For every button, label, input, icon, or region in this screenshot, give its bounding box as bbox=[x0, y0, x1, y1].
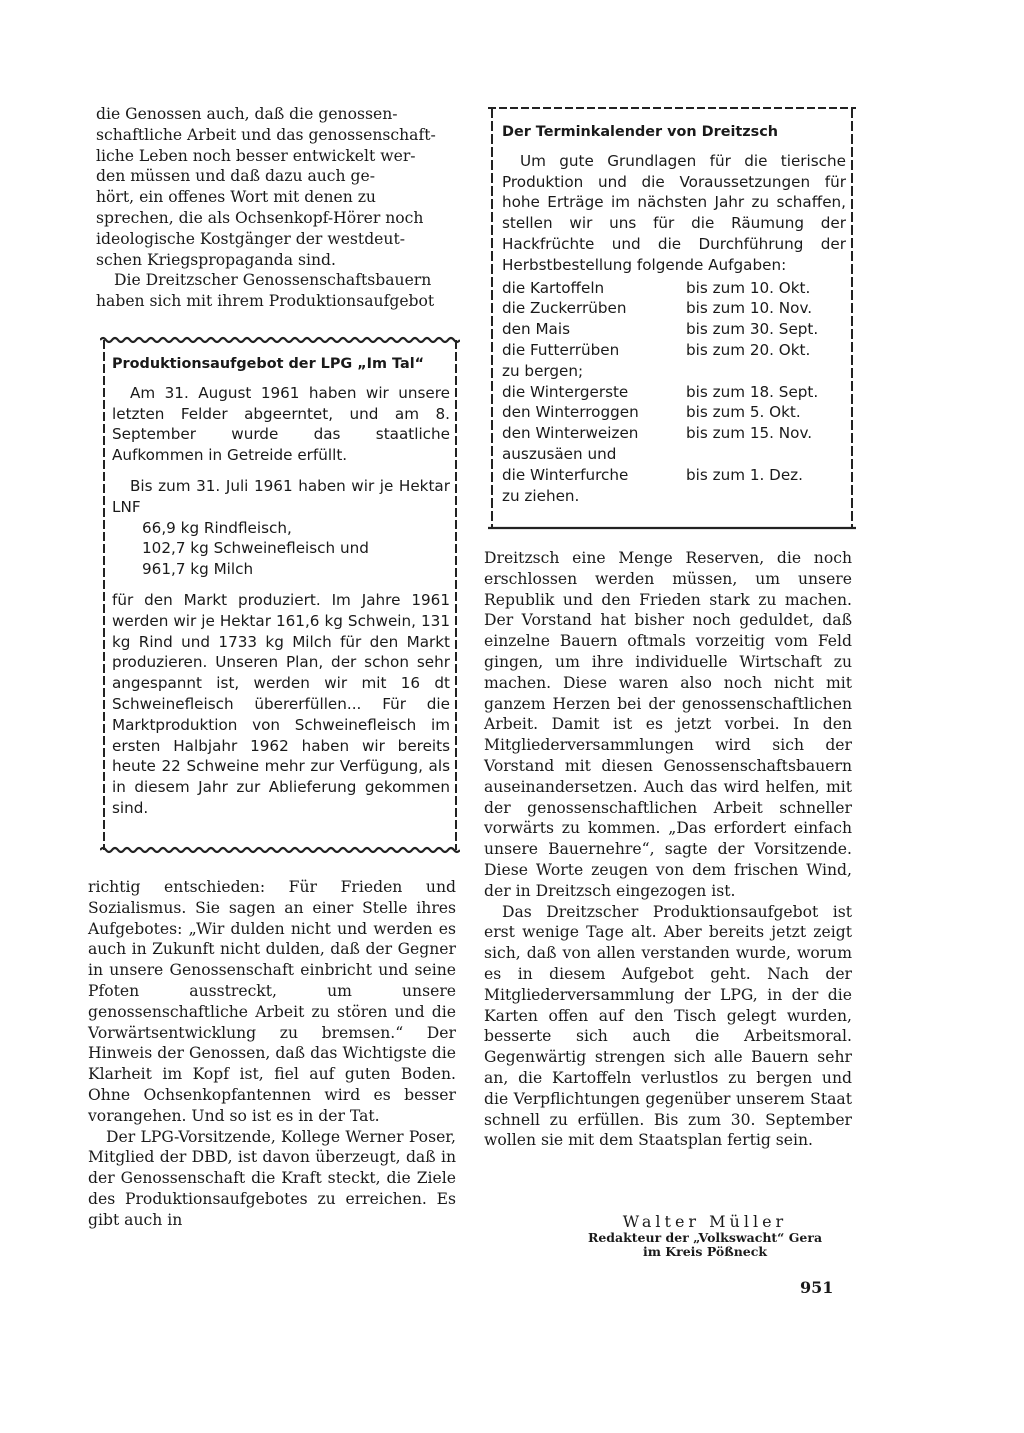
wavy-border-right bbox=[848, 108, 856, 528]
box-paragraph: Am 31. August 1961 haben wir unsere letzten Felder abgeerntet, und am 8. September wurde das staatliche Aufkommen in Getreide erfüllt. bbox=[112, 383, 450, 465]
paragraph: Dreitzsch eine Menge Reserven, die noch erschlossen werden müssen, um unsere Republik und den Frieden stark zu machen. Der Vorstand hat bisher noch geduldet, daß einzelne Bauern oftmals vorzeitig vom Feld gingen, um ihre individuelle Wirtschaft zu machen. Diese waren also noch nicht mit ganzem Herzen bei der genossenschaftlichen Arbeit. Damit ist es jetzt vorbei. In den Mitgliederversammlungen wird sich der Vorstand mit diesen Genossenschaftsbauern auseinandersetzen. Auch das wird helfen, mit der genossenschaftlichen Arbeit schneller vorwärts zu kommen. „Das erfordert einfach unsere Bauernehre“, sagte der Vorsitzende. Diese Worte zeugen von dem frischen Wind, der in Dreitzsch eingezogen ist. bbox=[484, 549, 852, 900]
production-figures-list bbox=[112, 518, 450, 580]
task-deadline bbox=[686, 486, 846, 507]
list-item: 102,7 kg Schweinefleisch und bbox=[142, 539, 369, 558]
wavy-border-left bbox=[488, 108, 496, 528]
task-row bbox=[502, 382, 846, 403]
task-deadline: bis zum 10. Okt. bbox=[686, 278, 811, 297]
text-line: schaftliche Arbeit und das genossenschaft- bbox=[96, 125, 436, 144]
text-line: liche Leben noch besser entwickelt wer- bbox=[96, 146, 416, 165]
task-deadline bbox=[686, 361, 846, 382]
box-title: Der Terminkalender von Dreitzsch bbox=[502, 124, 778, 140]
wavy-border-top bbox=[100, 336, 460, 344]
page-number: 951 bbox=[800, 1278, 834, 1297]
task-name: die Futterrüben bbox=[502, 340, 620, 359]
wavy-border-right bbox=[452, 340, 460, 850]
task-deadline: bis zum 1. Dez. bbox=[686, 465, 803, 484]
wavy-border-bottom bbox=[100, 846, 460, 854]
text-line: hört, ein offenes Wort mit denen zu bbox=[96, 188, 376, 207]
author-signature bbox=[560, 1212, 850, 1259]
task-row bbox=[502, 486, 846, 507]
box-title: Produktionsaufgebot der LPG „Im Tal“ bbox=[112, 356, 425, 372]
task-row bbox=[502, 423, 846, 444]
box-paragraph: Bis zum 31. Juli 1961 haben wir je Hektar LNF bbox=[112, 476, 450, 516]
task-row bbox=[502, 402, 846, 423]
author-name: Walter Müller bbox=[622, 1212, 788, 1231]
task-row bbox=[502, 340, 846, 361]
task-schedule-table bbox=[502, 278, 846, 507]
column-1-top-text bbox=[96, 104, 466, 312]
list-item: 66,9 kg Rindfleisch, bbox=[142, 518, 292, 537]
task-name: den Winterroggen bbox=[502, 403, 639, 422]
task-name: den Mais bbox=[502, 320, 570, 339]
column-1-bottom-text bbox=[88, 877, 456, 1231]
author-location: im Kreis Pößneck bbox=[642, 1244, 768, 1259]
task-name: den Winterweizen bbox=[502, 424, 639, 443]
task-row bbox=[502, 465, 846, 486]
text-line: die Genossen auch, daß die genossen- bbox=[96, 105, 398, 123]
box-paragraph: Um gute Grundlagen für die tierische Produktion und die Voraussetzungen für hohe Erträge im nächsten Jahr zu schaffen, stellen wir uns für die Räumung der Hackfrüchte und die Durchführung der Herbstbestellung folgende Aufgaben: bbox=[502, 151, 846, 274]
wavy-border-top bbox=[488, 104, 856, 112]
box-paragraph: für den Markt produziert. Im Jahre 1961 werden wir je Hektar 161,6 kg Schwein, 131 kg Rind und 1733 kg Milch für den Markt produzieren. Unseren Plan, der schon sehr angespannt ist, werden wir mit 16 dt Schweinefleisch übererfüllen... Für die Marktproduktion von Schweinefleisch im ersten Halbjahr 1962 haben wir bereits heute 22 Schweine mehr zur Verfügung, als in diesem Jahr zur Ablieferung gekommen sind. bbox=[112, 590, 450, 817]
list-item: 961,7 kg Milch bbox=[142, 560, 254, 579]
wavy-border-left bbox=[100, 340, 108, 850]
column-2-text bbox=[484, 548, 852, 1151]
task-row bbox=[502, 278, 846, 299]
text-line: sprechen, die als Ochsenkopf-Hörer noch bbox=[96, 208, 424, 227]
text-line: haben sich mit ihrem Produktionsaufgebot bbox=[96, 292, 435, 311]
task-deadline: bis zum 20. Okt. bbox=[686, 340, 811, 359]
task-name: die Winterfurche bbox=[502, 465, 629, 484]
paragraph: Das Dreitzscher Produktionsaufgebot ist erst wenige Tage alt. Aber bereits jetzt zeigt sich, daß von allen verstanden wurde, worum es in diesem Aufgebot geht. Nach der Mitgliederversammlung der LPG, in der die Karten offen auf den Tisch gelegt wurden, besserte sich auch die Arbeitsmoral. Gegenwärtig strengen sich alle Bauern sehr an, die Kartoffeln verlustlos zu bergen und die Verpflichtungen gegenüber unserem Staat schnell zu erfüllen. Bis zum 30. September wollen sie mit dem Staatsplan fertig sein. bbox=[484, 902, 852, 1150]
task-name: auszusäen und bbox=[502, 444, 617, 463]
author-role: Redakteur der „Volkswacht“ Gera bbox=[587, 1230, 823, 1245]
task-row bbox=[502, 444, 846, 465]
task-name: die Kartoffeln bbox=[502, 278, 605, 297]
paragraph: Der LPG-Vorsitzende, Kollege Werner Poser, Mitglied der DBD, ist davon überzeugt, daß in der Genossenschaft die Kraft steckt, die Ziele des Produktionsaufgebotes zu erreichen. Es gibt auch in bbox=[88, 1127, 456, 1229]
task-name: die Zuckerrüben bbox=[502, 299, 627, 318]
task-deadline: bis zum 5. Okt. bbox=[686, 403, 801, 422]
task-row bbox=[502, 298, 846, 319]
wavy-border-bottom bbox=[488, 524, 856, 532]
task-deadline: bis zum 30. Sept. bbox=[686, 320, 819, 339]
task-deadline bbox=[686, 444, 846, 465]
task-name: zu ziehen. bbox=[502, 486, 580, 505]
text-line: ideologische Kostgänger der westdeut- bbox=[96, 229, 405, 248]
task-deadline: bis zum 10. Nov. bbox=[686, 299, 813, 318]
production-pledge-box bbox=[100, 336, 460, 856]
text-line: Die Dreitzscher Genossenschaftsbauern bbox=[114, 271, 432, 290]
task-name: die Wintergerste bbox=[502, 382, 629, 401]
schedule-box bbox=[488, 104, 856, 534]
text-line: schen Kriegspropaganda sind. bbox=[96, 250, 336, 269]
task-name: zu bergen; bbox=[502, 361, 584, 380]
task-deadline: bis zum 15. Nov. bbox=[686, 424, 813, 443]
paragraph: richtig entschieden: Für Frieden und Sozialismus. Sie sagen an einer Stelle ihres Aufgebotes: „Wir dulden nicht und werden es auch in Zukunft nicht dulden, daß der Gegner in unsere Genossenschaft einbricht und seine Pfoten ausstreckt, um unsere genossenschaftliche Arbeit zu stören und die Vorwärtsentwicklung zu bremsen.“ Der Hinweis der Genossen, daß das Wichtigste die Klarheit im Kopf ist, fiel auf guten Boden. Ohne Ochsenkopfantennen wird es besser vorangehen. Und so ist es in der Tat. bbox=[88, 878, 456, 1125]
text-line: den müssen und daß dazu auch ge- bbox=[96, 167, 375, 186]
task-row bbox=[502, 361, 846, 382]
task-deadline: bis zum 18. Sept. bbox=[686, 382, 819, 401]
task-row bbox=[502, 319, 846, 340]
